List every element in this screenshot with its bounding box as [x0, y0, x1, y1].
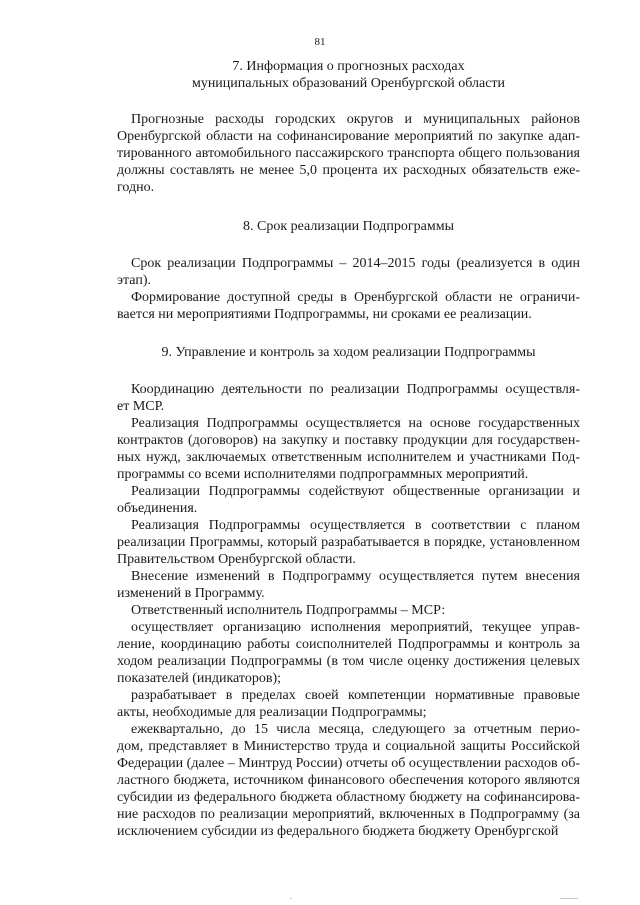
paragraph-line: изменений в Программу.	[117, 586, 265, 601]
paragraph	[117, 721, 580, 840]
paragraph-line: Реализация Подпрограммы осуществляется в соответствии с планом	[131, 518, 580, 533]
paragraph-line: разрабатывает в пределах своей компетенции нормативные правовые	[131, 688, 580, 703]
paragraph-line: ластного бюджета, источником финансового обеспечения которого являются	[117, 773, 580, 788]
paragraph-line: программы со всеми исполнителями подпрограммных мероприятий.	[117, 467, 529, 482]
paragraph-line: должны составлять не менее 5,0 процента их расходных обязательств еже-	[117, 163, 580, 178]
paragraph-line: Федерации (далее – Минтруд России) отчеты об осуществлении расходов об-	[117, 756, 580, 771]
paragraph-line: субсидии из федерального бюджета областному бюджету на софинансирова-	[117, 790, 580, 805]
paragraph-line: Формирование доступной среды в Оренбургской области не ограничи-	[131, 290, 580, 305]
paragraph-line: Прогнозные расходы городских округов и муниципальных районов	[131, 112, 580, 127]
document-body	[117, 58, 580, 840]
paragraph-line: осуществляет организацию исполнения мероприятий, текущее управ-	[131, 620, 580, 635]
paragraph-line: Оренбургской области на софинансирование мероприятий по закупке адап-	[117, 129, 580, 144]
paragraph	[117, 111, 580, 196]
section-heading	[117, 344, 580, 361]
paragraph-line: реализации Программы, который разрабатывается в порядке, установленном	[117, 535, 580, 550]
paragraph-line: ежеквартально, до 15 числа месяца, следующего за отчетным перио-	[131, 722, 580, 737]
paragraph-line: этап).	[117, 273, 151, 288]
paragraph-line: Реализация Подпрограммы осуществляется на основе государственных	[131, 416, 580, 431]
paragraph-line: тированного автомобильного пассажирского транспорта общего пользования	[117, 146, 580, 161]
paragraph-line: ление, координацию работы соисполнителей Подпрограммы и контроль за	[117, 637, 580, 652]
paragraph	[117, 619, 580, 687]
paragraph-line: вается ни мероприятиями Подпрограммы, ни сроками ее реализации.	[117, 307, 532, 322]
paragraph-line: Ответственный исполнитель Подпрограммы – МСР:	[131, 603, 446, 618]
paragraph-line: Внесение изменений в Подпрограмму осуществляется путем внесения	[131, 569, 580, 584]
paragraph-line: дом, представляет в Министерство труда и социальной защиты Российской	[117, 739, 580, 754]
paragraph-line: ных нужд, заключаемых ответственным исполнителем и участниками Под-	[117, 450, 580, 465]
scan-artifact-line	[290, 898, 292, 899]
paragraph	[117, 415, 580, 483]
paragraph-line: Координацию деятельности по реализации Подпрограммы осуществля-	[131, 382, 580, 397]
paragraph	[117, 289, 580, 323]
paragraph-line: Правительством Оренбургской области.	[117, 552, 356, 567]
paragraph	[117, 255, 580, 289]
paragraph	[117, 381, 580, 415]
paragraph	[117, 517, 580, 568]
section-heading-line: муниципальных образований Оренбургской области	[191, 76, 506, 91]
section-heading	[117, 218, 580, 235]
paragraph-line: ходом реализации Подпрограммы (в том числе оценку достижения целевых	[117, 654, 580, 669]
paragraph-line: показателей (индикаторов);	[117, 671, 282, 686]
paragraph-line: Срок реализации Подпрограммы – 2014–2015 годы (реализуется в один	[131, 256, 580, 271]
section-heading	[117, 58, 580, 92]
section-heading-line: 9. Управление и контроль за ходом реализации Подпрограммы	[161, 345, 536, 360]
section-heading-line: 8. Срок реализации Подпрограммы	[243, 219, 454, 234]
paragraph-line: исключением субсидии из федерального бюджета бюджету Оренбургской	[117, 824, 559, 839]
paragraph-line: ние расходов по реализации мероприятий, включенных в Подпрограмму (за	[117, 807, 580, 822]
paragraph-line: контрактов (договоров) на закупку и поставку продукции для государствен-	[117, 433, 580, 448]
paragraph	[117, 568, 580, 602]
paragraph-line: ет МСР.	[117, 399, 165, 414]
paragraph-line: Реализации Подпрограммы содействуют общественные организации и	[131, 484, 580, 499]
paragraph	[117, 687, 580, 721]
page-number: 81	[314, 36, 326, 48]
paragraph-line: объединения.	[117, 501, 198, 516]
paragraph	[117, 483, 580, 517]
paragraph-line: акты, необходимые для реализации Подпрограммы;	[117, 705, 427, 720]
section-heading-line: 7. Информация о прогнозных расходах	[232, 59, 465, 74]
paragraph	[117, 602, 580, 619]
scan-artifact-line	[560, 898, 578, 899]
paragraph-line: годно.	[117, 180, 155, 195]
